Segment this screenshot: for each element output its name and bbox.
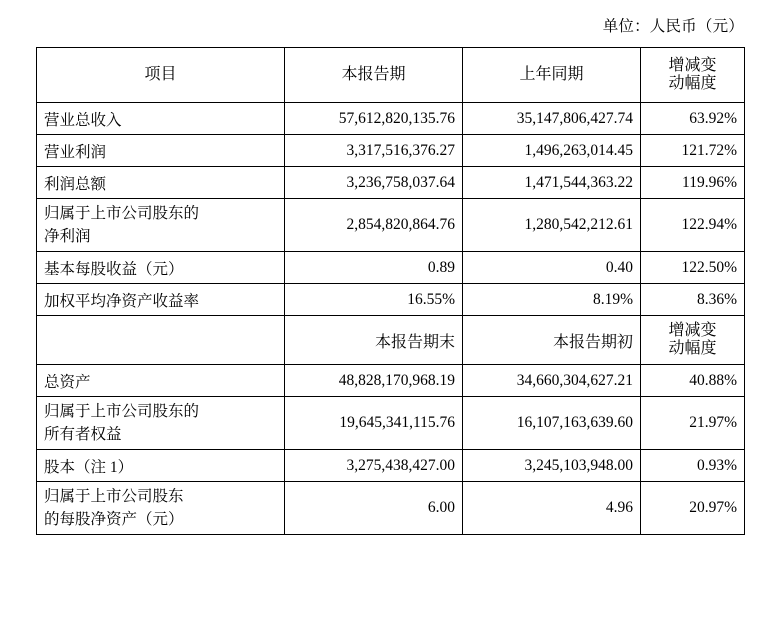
row-current-value: 3,317,516,376.27 xyxy=(285,135,463,167)
row-label: 归属于上市公司股东的 净利润 xyxy=(37,199,285,252)
column-header-previous-period: 上年同期 xyxy=(463,48,641,103)
row-previous-value: 3,245,103,948.00 xyxy=(463,450,641,482)
column-header-item: 项目 xyxy=(37,48,285,103)
table-row xyxy=(37,135,745,167)
table-row xyxy=(37,365,745,397)
table-row xyxy=(37,199,745,252)
row-change-value: 0.93% xyxy=(641,450,745,482)
financial-summary-table xyxy=(36,47,745,535)
row-label: 归属于上市公司股东 的每股净资产（元） xyxy=(37,482,285,535)
row-previous-value: 16,107,163,639.60 xyxy=(463,397,641,450)
row-current-value: 6.00 xyxy=(285,482,463,535)
row-previous-value: 34,660,304,627.21 xyxy=(463,365,641,397)
table-row xyxy=(37,450,745,482)
table-row xyxy=(37,167,745,199)
row-current-value: 3,236,758,037.64 xyxy=(285,167,463,199)
column-header-period-begin: 本报告期初 xyxy=(463,316,641,365)
row-change-value: 21.97% xyxy=(641,397,745,450)
column-header-change-rate: 增减变 动幅度 xyxy=(641,48,745,103)
table-header-row-balance xyxy=(37,316,745,365)
row-change-value: 121.72% xyxy=(641,135,745,167)
row-current-value: 3,275,438,427.00 xyxy=(285,450,463,482)
column-header-blank xyxy=(37,316,285,365)
row-label: 加权平均净资产收益率 xyxy=(37,284,285,316)
table-row xyxy=(37,284,745,316)
row-label: 营业总收入 xyxy=(37,103,285,135)
table-row xyxy=(37,397,745,450)
table-row xyxy=(37,482,745,535)
row-current-value: 57,612,820,135.76 xyxy=(285,103,463,135)
table-row xyxy=(37,252,745,284)
table-header-row-period xyxy=(37,48,745,103)
row-current-value: 19,645,341,115.76 xyxy=(285,397,463,450)
row-change-value: 119.96% xyxy=(641,167,745,199)
column-header-change-rate: 增减变 动幅度 xyxy=(641,316,745,365)
row-previous-value: 35,147,806,427.74 xyxy=(463,103,641,135)
table-row xyxy=(37,103,745,135)
row-current-value: 0.89 xyxy=(285,252,463,284)
row-label: 股本（注 1） xyxy=(37,450,285,482)
row-previous-value: 0.40 xyxy=(463,252,641,284)
row-label: 基本每股收益（元） xyxy=(37,252,285,284)
row-previous-value: 1,471,544,363.22 xyxy=(463,167,641,199)
row-previous-value: 8.19% xyxy=(463,284,641,316)
row-current-value: 48,828,170,968.19 xyxy=(285,365,463,397)
row-change-value: 8.36% xyxy=(641,284,745,316)
row-label: 归属于上市公司股东的 所有者权益 xyxy=(37,397,285,450)
row-label: 利润总额 xyxy=(37,167,285,199)
row-change-value: 20.97% xyxy=(641,482,745,535)
column-header-current-period: 本报告期 xyxy=(285,48,463,103)
row-change-value: 63.92% xyxy=(641,103,745,135)
row-previous-value: 1,280,542,212.61 xyxy=(463,199,641,252)
unit-note: 单位：人民币（元） xyxy=(602,18,744,35)
row-current-value: 2,854,820,864.76 xyxy=(285,199,463,252)
column-header-period-end: 本报告期末 xyxy=(285,316,463,365)
row-previous-value: 4.96 xyxy=(463,482,641,535)
row-previous-value: 1,496,263,014.45 xyxy=(463,135,641,167)
row-change-value: 122.50% xyxy=(641,252,745,284)
row-current-value: 16.55% xyxy=(285,284,463,316)
row-label: 营业利润 xyxy=(37,135,285,167)
row-change-value: 40.88% xyxy=(641,365,745,397)
row-label: 总资产 xyxy=(37,365,285,397)
row-change-value: 122.94% xyxy=(641,199,745,252)
